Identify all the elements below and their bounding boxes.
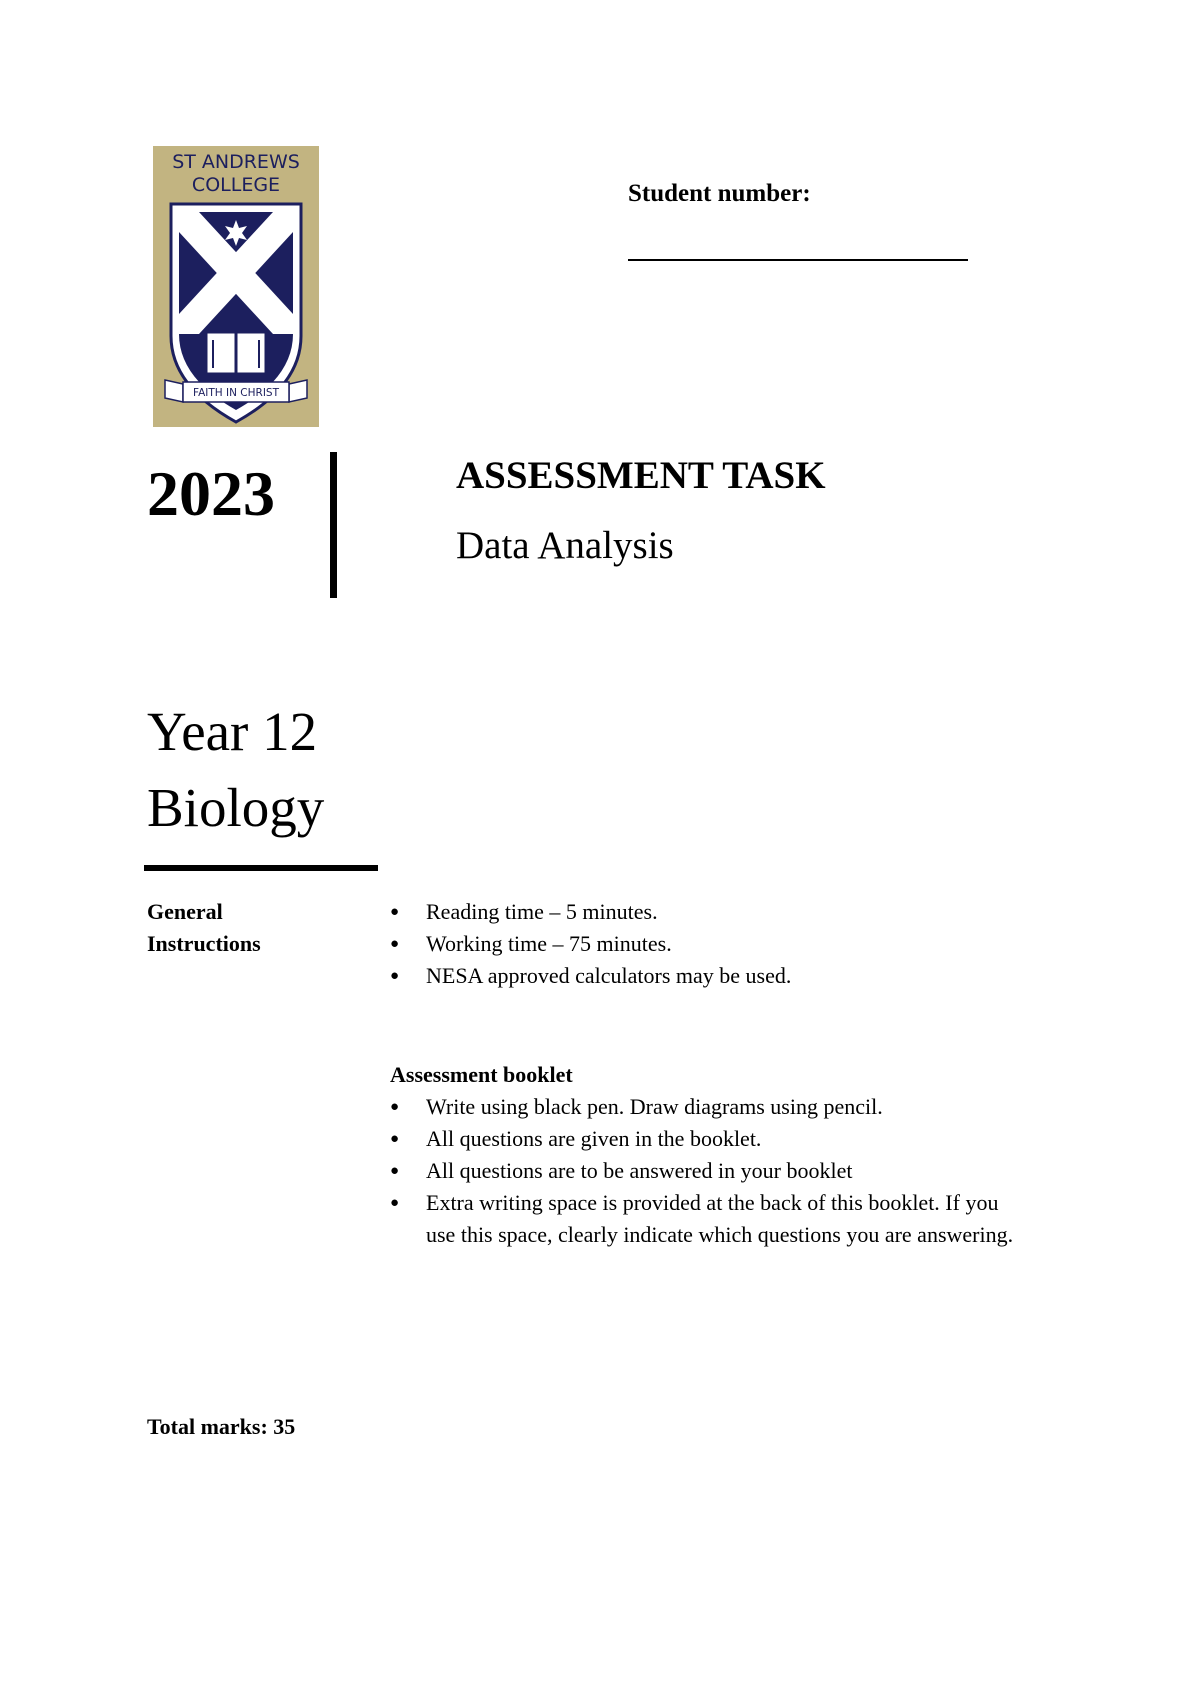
list-item: ● Write using black pen. Draw diagrams using pencil. [390, 1091, 1030, 1123]
general-instructions-label-line2: Instructions [147, 931, 261, 956]
college-crest-logo [153, 146, 319, 427]
student-number-field[interactable] [628, 259, 968, 261]
crest-motto: FAITH IN CHRIST [193, 387, 279, 399]
list-item: ● Extra writing space is provided at the back of this booklet. If you use this space, clearly indicate which questions you are answering. [390, 1187, 1030, 1251]
subject-heading: Biology [147, 777, 325, 838]
student-number-label: Student number: [628, 180, 811, 207]
general-instructions-label-line1: General [147, 899, 223, 924]
general-instructions-list [390, 896, 1030, 992]
assessment-booklet-list [390, 1091, 1030, 1251]
list-item: ● Reading time – 5 minutes. [390, 896, 1030, 928]
grade-heading: Year 12 [147, 701, 318, 762]
vertical-divider [330, 452, 337, 598]
list-item: ● NESA approved calculators may be used. [390, 960, 1030, 992]
horizontal-divider [144, 865, 378, 871]
year-heading: 2023 [147, 458, 275, 529]
general-instructions-label [147, 896, 327, 960]
total-marks: Total marks: 35 [147, 1414, 296, 1439]
task-title: ASSESSMENT TASK [456, 454, 826, 497]
list-item: ● Working time – 75 minutes. [390, 928, 1030, 960]
list-item: ● All questions are to be answered in your booklet [390, 1155, 1030, 1187]
crest-name-line2: COLLEGE [191, 174, 281, 196]
assessment-booklet-heading: Assessment booklet [390, 1062, 573, 1087]
task-subtitle: Data Analysis [456, 524, 674, 567]
crest-name-line1: ST ANDREWS [172, 151, 300, 173]
list-item: ● All questions are given in the booklet. [390, 1123, 1030, 1155]
